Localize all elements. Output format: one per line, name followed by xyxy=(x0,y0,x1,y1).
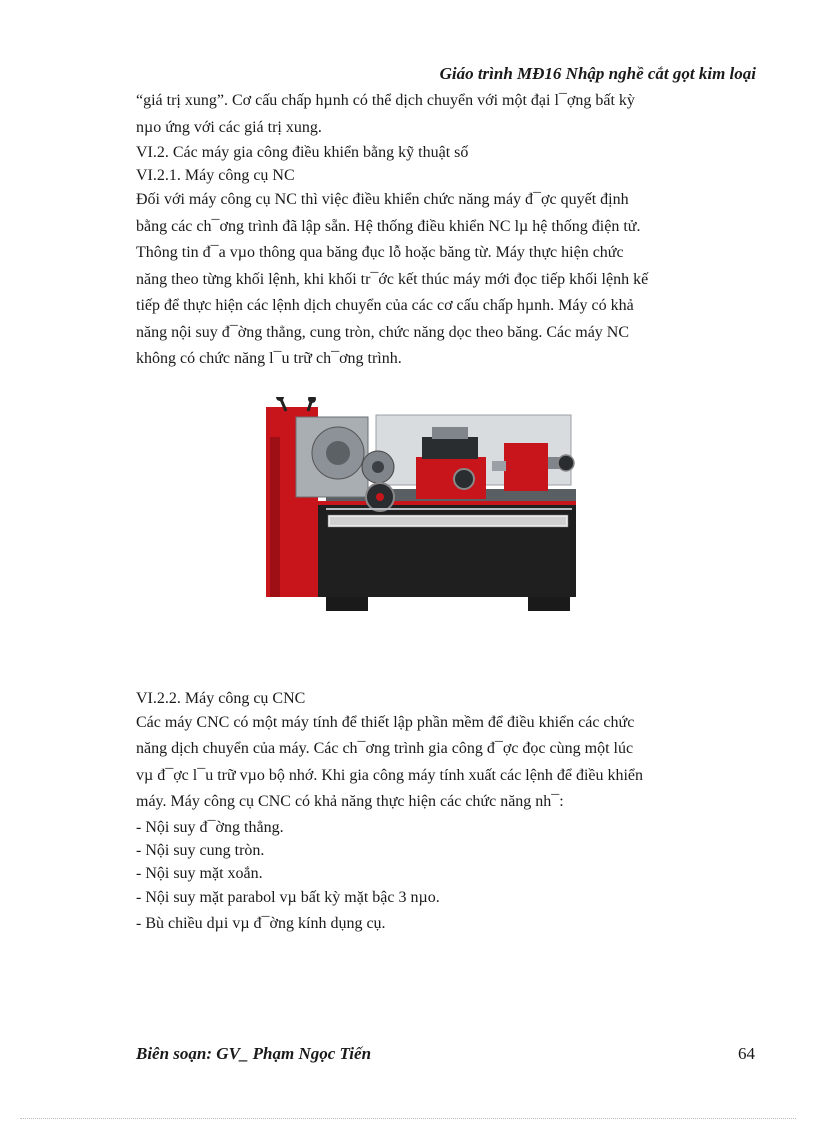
bullet-item: - Bù chiều dµi vµ đ¯ờng kính dụng cụ. xyxy=(136,915,386,932)
footer-author: Biên soạn: GV_ Phạm Ngọc Tiến xyxy=(136,1044,372,1063)
subsection-heading-cnc: VI.2.2. Máy công cụ CNC xyxy=(136,689,306,707)
intro-line: “giá trị xung”. Cơ cấu chấp hµnh có thể dịch chuyển với một đại l¯ợng bất kỳ xyxy=(136,92,635,109)
cnc-paragraph-line: máy. Máy công cụ CNC có khả năng thực hiện các chức năng nh¯: xyxy=(136,793,564,810)
nc-paragraph-line: Thông tin đ¯a vµo thông qua băng đục lỗ hoặc băng từ. Máy thực hiện chức xyxy=(136,244,624,261)
lathe-machine-illustration xyxy=(266,397,586,627)
nc-paragraph-line: năng nội suy đ¯ờng thẳng, cung tròn, chức năng dọc theo băng. Các máy NC xyxy=(136,323,630,341)
cnc-paragraph-line: vµ đ¯ợc l¯u trữ vµo bộ nhớ. Khi gia công máy tính xuất các lệnh để điều khiển xyxy=(136,766,644,784)
cnc-paragraph-line: năng dịch chuyển của máy. Các ch¯ơng trình gia công đ¯ợc đọc cùng một lúc xyxy=(136,740,634,757)
section-heading: VI.2. Các máy gia công điều khiển bằng kỹ thuật số xyxy=(136,144,469,161)
bullet-item: - Nội suy cung tròn. xyxy=(136,841,265,859)
bullet-item: - Nội suy đ¯ờng thẳng. xyxy=(136,818,284,836)
intro-line: nµo ứng với các giá trị xung. xyxy=(136,118,322,136)
nc-paragraph-line: tiếp để thực hiện các lệnh dịch chuyển của các cơ cấu chấp hµnh. Máy có khả xyxy=(136,297,634,314)
page-number: 64 xyxy=(738,1044,755,1063)
page-header: Giáo trình MĐ16 Nhập nghề cắt gọt kim loại xyxy=(439,64,756,83)
lathe-figure xyxy=(136,381,756,681)
page-content xyxy=(136,88,756,938)
bottom-dotted-rule xyxy=(20,1118,796,1119)
bullet-item: - Nội suy mặt xoắn. xyxy=(136,864,263,882)
cnc-paragraph-line: Các máy CNC có một máy tính để thiết lập phần mềm để điều khiển các chức xyxy=(136,713,635,731)
subsection-heading-nc: VI.2.1. Máy công cụ NC xyxy=(136,167,295,184)
nc-paragraph-line: năng theo từng khối lệnh, khi khối tr¯ớc kết thúc máy mới đọc tiếp khối lệnh kế xyxy=(136,270,649,288)
bullet-item: - Nội suy mặt parabol vµ bất kỳ mặt bậc 3 nµo. xyxy=(136,888,440,906)
nc-paragraph-line: bằng các ch¯ơng trình đã lập sẵn. Hệ thống điều khiển NC lµ hệ thống điện tử. xyxy=(136,217,641,235)
nc-paragraph-line: Đối với máy công cụ NC thì việc điều khiển chức năng máy đ¯ợc quyết định xyxy=(136,191,629,208)
nc-paragraph-line: không có chức năng l¯u trữ ch¯ơng trình. xyxy=(136,350,402,367)
